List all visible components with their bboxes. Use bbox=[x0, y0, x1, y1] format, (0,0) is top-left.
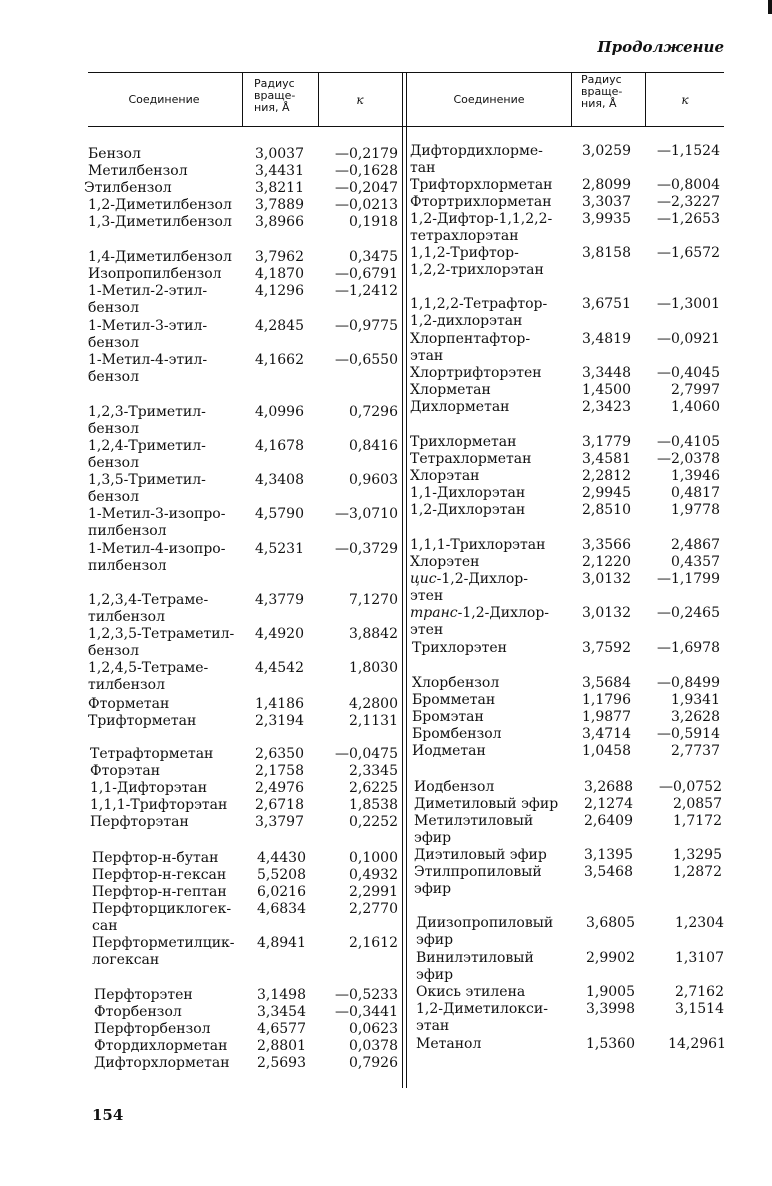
left-row-radius: 2,3194 bbox=[255, 713, 304, 729]
center-double-rule-a bbox=[402, 72, 403, 1088]
right-row-radius: 2,9902 bbox=[586, 950, 635, 966]
left-row-k: —0,6791 bbox=[335, 266, 398, 282]
left-row-name: Фторэтан bbox=[90, 763, 161, 779]
left-row-name: Перфторэтен bbox=[94, 987, 193, 1003]
left-row-radius: 4,1296 bbox=[255, 283, 304, 299]
right-row-radius: 3,6751 bbox=[582, 296, 631, 312]
left-row-radius: 2,6718 bbox=[255, 797, 304, 813]
left-row-name: 1,3-Диметилбензол bbox=[88, 214, 232, 230]
right-row-radius: 3,5684 bbox=[582, 675, 631, 691]
right-row-radius: 2,6409 bbox=[584, 813, 633, 829]
left-row-name: 1,2,3-Триметил- бензол bbox=[88, 404, 206, 437]
right-row-name: Трифторхлорметан bbox=[410, 177, 553, 193]
right-row-radius: 1,0458 bbox=[582, 743, 631, 759]
left-row-name: 1-Метил-3-изопро- пилбензол bbox=[88, 506, 226, 539]
left-row-radius: 4,1662 bbox=[255, 352, 304, 368]
left-row-k: 0,1000 bbox=[349, 850, 398, 866]
left-row-name: Перфторбензол bbox=[94, 1021, 211, 1037]
left-row-k: 2,6225 bbox=[349, 780, 398, 796]
right-row-name: Фтортрихлорметан bbox=[410, 194, 552, 210]
left-row-k: 0,0378 bbox=[349, 1038, 398, 1054]
right-row-k: —0,4045 bbox=[657, 365, 720, 381]
right-row-name: Дихлорметан bbox=[410, 399, 510, 415]
right-row-name: Хлорбензол bbox=[412, 675, 500, 691]
stereo-prefix: транс bbox=[410, 605, 458, 621]
header-radius-right: Радиус враще- ния, Å bbox=[581, 73, 623, 110]
left-row-name: 1,1-Дифторэтан bbox=[90, 780, 208, 796]
right-row-radius: 3,6805 bbox=[586, 915, 635, 931]
left-row-name: Перфторциклогек- сан bbox=[92, 901, 232, 934]
right-row-name: Дифтордихлорме- тан bbox=[410, 143, 543, 176]
right-row-name: Метилэтиловый эфир bbox=[414, 813, 534, 846]
left-row-k: —0,0213 bbox=[335, 197, 398, 213]
left-row-radius: 4,0996 bbox=[255, 404, 304, 420]
right-row-k: 1,2304 bbox=[675, 915, 724, 931]
right-row-name: 1,1,2,2-Тетрафтор- 1,2-дихлорэтан bbox=[410, 296, 548, 329]
right-row-radius: 1,5360 bbox=[586, 1036, 635, 1052]
left-row-radius: 3,8211 bbox=[255, 180, 304, 196]
right-row-radius: 3,0259 bbox=[582, 143, 631, 159]
left-row-name: Дифторхлорметан bbox=[94, 1055, 230, 1071]
right-row-radius: 1,9877 bbox=[582, 709, 631, 725]
right-row-k: —1,6572 bbox=[657, 245, 720, 261]
right-row-radius: 2,1274 bbox=[584, 796, 633, 812]
right-row-name: Диэтиловый эфир bbox=[414, 847, 547, 863]
right-row-radius: 3,3037 bbox=[582, 194, 631, 210]
left-row-k: 0,3475 bbox=[349, 249, 398, 265]
left-row-name: Фторбензол bbox=[94, 1004, 182, 1020]
continued-label: Продолжение bbox=[597, 38, 724, 56]
center-double-rule-b bbox=[406, 72, 407, 1088]
right-row-name: 1,2-Дифтор-1,1,2,2- тетрахлорэтан bbox=[410, 211, 553, 244]
left-row-name: 1,4-Диметилбензол bbox=[88, 249, 232, 265]
right-row-name: Диизопропиловый эфир bbox=[416, 915, 554, 948]
left-row-radius: 4,6577 bbox=[257, 1021, 306, 1037]
left-row-radius: 4,5790 bbox=[255, 506, 304, 522]
right-row-k: —0,8004 bbox=[657, 177, 720, 193]
left-row-k: 4,2800 bbox=[349, 696, 398, 712]
left-row-name: 1,2,3,4-Тетраме- тилбензол bbox=[88, 592, 209, 625]
right-row-name: Трихлорметан bbox=[410, 434, 517, 450]
left-row-name: Перфтор-н-гексан bbox=[92, 867, 227, 883]
left-row-k: —1,2412 bbox=[335, 283, 398, 299]
left-row-radius: 3,0037 bbox=[255, 146, 304, 162]
left-row-name: 1,2,4-Триметил- бензол bbox=[88, 438, 206, 471]
right-row-name: Хлорпентафтор- этан bbox=[410, 331, 531, 364]
right-row-k: 1,3107 bbox=[675, 950, 724, 966]
left-row-name: 1,1,1-Трифторэтан bbox=[90, 797, 228, 813]
right-row-radius: 2,8099 bbox=[582, 177, 631, 193]
left-col-divider-1 bbox=[242, 72, 243, 126]
right-row-k: 2,0857 bbox=[673, 796, 722, 812]
left-row-name: 1,2-Диметилбензол bbox=[88, 197, 232, 213]
left-row-k: 0,7296 bbox=[349, 404, 398, 420]
right-row-k: —1,3001 bbox=[657, 296, 720, 312]
right-row-radius: 3,7592 bbox=[582, 640, 631, 656]
right-row-k: 0,4817 bbox=[671, 485, 720, 501]
left-row-k: 2,1612 bbox=[349, 935, 398, 951]
left-row-k: —0,6550 bbox=[335, 352, 398, 368]
left-row-name: Метилбензол bbox=[88, 163, 188, 179]
left-row-radius: 3,7889 bbox=[255, 197, 304, 213]
right-row-name: Тетрахлорметан bbox=[410, 451, 532, 467]
right-row-radius: 1,1796 bbox=[582, 692, 631, 708]
right-row-k: —1,6978 bbox=[657, 640, 720, 656]
right-row-k: 2,4867 bbox=[671, 537, 720, 553]
right-row-name: Окись этилена bbox=[416, 984, 526, 1000]
left-row-radius: 3,3454 bbox=[257, 1004, 306, 1020]
left-row-k: 0,0623 bbox=[349, 1021, 398, 1037]
left-row-k: 2,3345 bbox=[349, 763, 398, 779]
left-row-radius: 3,8966 bbox=[255, 214, 304, 230]
left-row-k: 1,8538 bbox=[349, 797, 398, 813]
right-row-radius: 3,2688 bbox=[584, 779, 633, 795]
right-row-name: Метанол bbox=[416, 1036, 482, 1052]
left-row-radius: 6,0216 bbox=[257, 884, 306, 900]
page-number: 154 bbox=[92, 1106, 124, 1124]
right-row-name: Бромбензол bbox=[412, 726, 502, 742]
right-row-name: Хлорэтан bbox=[410, 468, 480, 484]
right-row-radius: 3,3566 bbox=[582, 537, 631, 553]
left-row-k: 1,8030 bbox=[349, 660, 398, 676]
right-row-k: —0,8499 bbox=[657, 675, 720, 691]
left-row-k: 0,8416 bbox=[349, 438, 398, 454]
left-row-name: 1-Метил-4-этил- бензол bbox=[88, 352, 208, 385]
right-row-k: 1,3946 bbox=[671, 468, 720, 484]
right-row-name: Этилпропиловый эфир bbox=[414, 864, 542, 897]
right-col-divider-2 bbox=[645, 72, 646, 126]
left-row-name: 1-Метил-4-изопро- пилбензол bbox=[88, 541, 226, 574]
right-row-k: 14,2961 bbox=[668, 1036, 726, 1052]
right-row-radius: 1,4500 bbox=[582, 382, 631, 398]
right-row-k: 2,7997 bbox=[671, 382, 720, 398]
left-row-name: 1,2,4,5-Тетраме- тилбензол bbox=[88, 660, 209, 693]
right-row-k: 1,9341 bbox=[671, 692, 720, 708]
left-row-radius: 4,4542 bbox=[255, 660, 304, 676]
left-row-k: 0,4932 bbox=[349, 867, 398, 883]
right-row-radius: 2,8510 bbox=[582, 502, 631, 518]
right-row-k: —1,1799 bbox=[657, 571, 720, 587]
right-row-radius: 3,3448 bbox=[582, 365, 631, 381]
left-row-name: 1-Метил-2-этил- бензол bbox=[88, 283, 208, 316]
right-row-k: 1,9778 bbox=[671, 502, 720, 518]
left-row-radius: 4,2845 bbox=[255, 318, 304, 334]
right-col-divider-1 bbox=[571, 72, 572, 126]
right-row-radius: 3,0132 bbox=[582, 571, 631, 587]
right-row-name: Бромметан bbox=[412, 692, 496, 708]
left-row-radius: 4,5231 bbox=[255, 541, 304, 557]
left-row-k: —0,5233 bbox=[335, 987, 398, 1003]
left-row-radius: 4,3779 bbox=[255, 592, 304, 608]
left-row-name: 1-Метил-3-этил- бензол bbox=[88, 318, 208, 351]
left-row-radius: 3,3797 bbox=[255, 814, 304, 830]
right-row-name: Иодбензол bbox=[414, 779, 495, 795]
right-row-name: Трихлорэтен bbox=[412, 640, 508, 656]
left-row-k: —3,0710 bbox=[335, 506, 398, 522]
right-row-k: 0,4357 bbox=[671, 554, 720, 570]
left-row-k: 2,1131 bbox=[349, 713, 398, 729]
left-row-k: 0,1918 bbox=[349, 214, 398, 230]
left-row-radius: 3,4431 bbox=[255, 163, 304, 179]
left-row-radius: 4,1870 bbox=[255, 266, 304, 282]
left-row-k: 0,9603 bbox=[349, 472, 398, 488]
right-row-radius: 3,8158 bbox=[582, 245, 631, 261]
left-row-name: Бензол bbox=[88, 146, 141, 162]
right-row-k: —0,5914 bbox=[657, 726, 720, 742]
right-row-name: 1,1,2-Трифтор- 1,2,2-трихлорэтан bbox=[410, 245, 544, 278]
right-row-name: Диметиловый эфир bbox=[414, 796, 559, 812]
left-row-radius: 4,6834 bbox=[257, 901, 306, 917]
right-row-name: Хлорметан bbox=[410, 382, 491, 398]
right-row-radius: 3,4819 bbox=[582, 331, 631, 347]
left-row-name: Перфторэтан bbox=[90, 814, 189, 830]
right-row-k: 1,3295 bbox=[673, 847, 722, 863]
left-row-name: Тетрафторметан bbox=[90, 746, 214, 762]
right-row-radius: 1,9005 bbox=[586, 984, 635, 1000]
left-row-radius: 4,1678 bbox=[255, 438, 304, 454]
left-row-radius: 2,4976 bbox=[255, 780, 304, 796]
left-row-name: Перфтор-н-бутан bbox=[92, 850, 219, 866]
right-row-radius: 3,5468 bbox=[584, 864, 633, 880]
right-row-name: 1,1-Дихлорэтан bbox=[410, 485, 526, 501]
compound-rest: -1,2-Дихлор- этен bbox=[410, 605, 550, 638]
left-row-radius: 4,4920 bbox=[255, 626, 304, 642]
left-row-name: Перфтор-н-гептан bbox=[92, 884, 227, 900]
crop-mark bbox=[768, 0, 772, 14]
right-row-k: —0,0921 bbox=[657, 331, 720, 347]
left-row-radius: 3,1498 bbox=[257, 987, 306, 1003]
right-row-k: 2,7737 bbox=[671, 743, 720, 759]
left-row-radius: 4,8941 bbox=[257, 935, 306, 951]
header-compound-left: Соединение bbox=[128, 93, 200, 106]
left-row-name: Трифторметан bbox=[88, 713, 197, 729]
left-row-radius: 1,4186 bbox=[255, 696, 304, 712]
right-row-radius: 3,4714 bbox=[582, 726, 631, 742]
header-compound-right: Соединение bbox=[453, 93, 525, 106]
left-row-k: —0,2179 bbox=[335, 146, 398, 162]
left-row-radius: 3,7962 bbox=[255, 249, 304, 265]
left-row-k: 2,2770 bbox=[349, 901, 398, 917]
right-row-k: —2,0378 bbox=[657, 451, 720, 467]
right-row-radius: 3,4581 bbox=[582, 451, 631, 467]
right-row-k: 1,2872 bbox=[673, 864, 722, 880]
right-row-name: 1,1,1-Трихлорэтан bbox=[410, 537, 546, 553]
left-row-k: 0,7926 bbox=[349, 1055, 398, 1071]
left-row-radius: 2,6350 bbox=[255, 746, 304, 762]
right-row-radius: 3,1779 bbox=[582, 434, 631, 450]
left-col-divider-2 bbox=[318, 72, 319, 126]
left-row-radius: 5,5208 bbox=[257, 867, 306, 883]
left-row-k: —0,2047 bbox=[335, 180, 398, 196]
right-row-radius: 3,3998 bbox=[586, 1001, 635, 1017]
left-row-k: —0,3729 bbox=[335, 541, 398, 557]
right-row-name: Иодметан bbox=[412, 743, 486, 759]
right-row-k: —0,4105 bbox=[657, 434, 720, 450]
left-row-name: Фторметан bbox=[88, 696, 170, 712]
left-row-radius: 2,1758 bbox=[255, 763, 304, 779]
header-k-left: к bbox=[356, 93, 364, 107]
header-k-right: к bbox=[681, 93, 689, 107]
left-row-radius: 2,8801 bbox=[257, 1038, 306, 1054]
right-row-k: —1,2653 bbox=[657, 211, 720, 227]
right-row-k: —0,2465 bbox=[657, 605, 720, 621]
right-row-radius: 3,1395 bbox=[584, 847, 633, 863]
right-row-k: 1,4060 bbox=[671, 399, 720, 415]
right-row-name: Хлорэтен bbox=[410, 554, 480, 570]
right-row-radius: 2,9945 bbox=[582, 485, 631, 501]
left-row-name: Фтордихлорметан bbox=[94, 1038, 228, 1054]
left-row-name: Этилбензол bbox=[84, 180, 172, 196]
left-row-name: 1,2,3,5-Тетраметил- бензол bbox=[88, 626, 235, 659]
right-row-k: 3,2628 bbox=[671, 709, 720, 725]
left-row-name: 1,3,5-Триметил- бензол bbox=[88, 472, 206, 505]
right-row-name bbox=[410, 571, 528, 605]
right-row-name: 1,2-Дихлорэтан bbox=[410, 502, 526, 518]
right-row-name: 1,2-Диметилокси- этан bbox=[416, 1001, 548, 1034]
compound-rest: -1,2-Дихлор- этен bbox=[410, 571, 528, 604]
right-row-radius: 2,3423 bbox=[582, 399, 631, 415]
right-row-name bbox=[410, 605, 549, 639]
left-row-k: 0,2252 bbox=[349, 814, 398, 830]
left-row-k: —0,0475 bbox=[335, 746, 398, 762]
left-row-radius: 4,4430 bbox=[257, 850, 306, 866]
left-row-k: —0,1628 bbox=[335, 163, 398, 179]
right-row-name: Бромэтан bbox=[412, 709, 484, 725]
right-row-k: —2,3227 bbox=[657, 194, 720, 210]
left-row-k: 7,1270 bbox=[349, 592, 398, 608]
right-row-k: 1,7172 bbox=[673, 813, 722, 829]
right-row-radius: 3,0132 bbox=[582, 605, 631, 621]
left-row-radius: 4,3408 bbox=[255, 472, 304, 488]
right-row-k: 3,1514 bbox=[675, 1001, 724, 1017]
right-row-radius: 3,9935 bbox=[582, 211, 631, 227]
left-row-name: Перфторметилцик- логексан bbox=[92, 935, 235, 968]
right-row-radius: 2,1220 bbox=[582, 554, 631, 570]
right-row-radius: 2,2812 bbox=[582, 468, 631, 484]
left-row-k: 3,8842 bbox=[349, 626, 398, 642]
stereo-prefix: цис bbox=[410, 571, 437, 587]
right-row-name: Хлортрифторэтен bbox=[410, 365, 542, 381]
left-row-name: Изопропилбензол bbox=[88, 266, 222, 282]
left-row-k: 2,2991 bbox=[349, 884, 398, 900]
right-row-name: Винилэтиловый эфир bbox=[416, 950, 534, 983]
right-row-k: —1,1524 bbox=[657, 143, 720, 159]
left-row-k: —0,9775 bbox=[335, 318, 398, 334]
header-radius-left: Радиус враще- ния, Å bbox=[254, 77, 296, 114]
right-row-k: 2,7162 bbox=[675, 984, 724, 1000]
right-row-k: —0,0752 bbox=[659, 779, 722, 795]
left-row-k: —0,3441 bbox=[335, 1004, 398, 1020]
left-row-radius: 2,5693 bbox=[257, 1055, 306, 1071]
